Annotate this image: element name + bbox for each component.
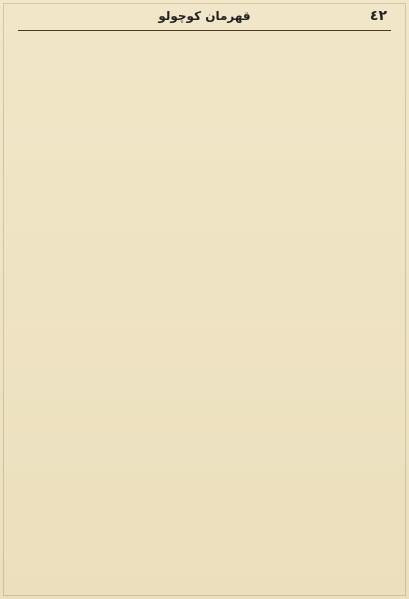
page-header xyxy=(18,6,391,31)
running-title: قهرمان کوچولو xyxy=(158,9,251,23)
page-number: ٤٢ xyxy=(369,8,387,24)
page-body-text xyxy=(24,42,385,585)
